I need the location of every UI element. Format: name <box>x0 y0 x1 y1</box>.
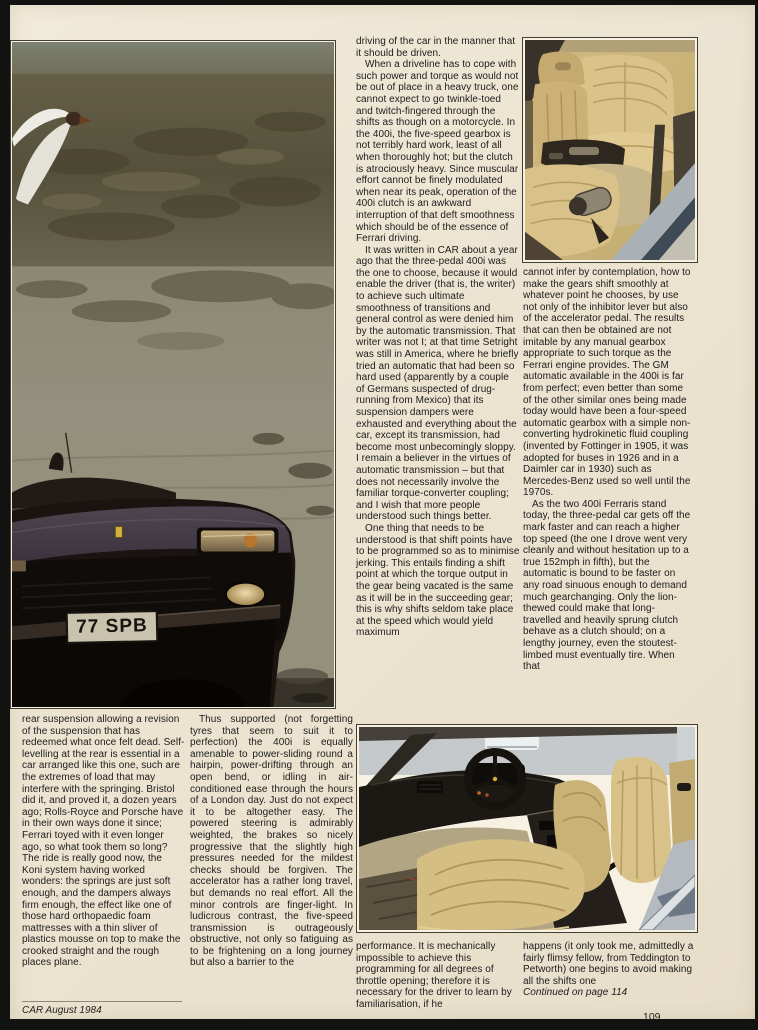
article-column-bottom-left <box>22 714 185 969</box>
article-column-right-lower <box>523 941 697 999</box>
paragraph: driving of the car in the manner that it should be driven. <box>356 36 516 59</box>
ground-shadow <box>276 668 328 684</box>
photo-rear-seats-interior <box>522 37 698 263</box>
scan-edge-left <box>0 0 10 1030</box>
passenger-seat <box>611 757 671 883</box>
paragraph: As the two 400i Ferraris stand today, the three-pedal car gets off the mark faster and can reach a higher top speed (the one I drove went very cleanly and without hesitation up to a true 152mph in fifth), but the automatic is bound to be faster on any road sinuous enough to demand much gearchanging. Only the lion-thewed could make that long-travelled and heavily sprung clutch behave as a clutch should; on a lengthy journey, even the stoutest-limbed must eventually tire. When that <box>523 498 691 673</box>
footer-rule <box>22 1001 182 1002</box>
door-panel <box>669 759 695 851</box>
page-number: 109 <box>643 1011 661 1023</box>
article-column-middle <box>356 36 520 639</box>
paragraph: When a driveline has to cope with such power and torque as would not be out of place in a heavy truck, one cannot expect to go twinkle-toed and twitch-fingered through the shifts as though on a motorcycle. In the 400i, the five-speed gearbox is not terribly hard work, least of all when thoroughly hot; but the clutch is atrociously heavy. Since muscular effort cannot be finely modulated when near its peak, operation of the 400i clutch is an awkward interruption of that deft smoothness which should be of the essence of Ferrari driving. <box>356 59 519 245</box>
magazine-credit: CAR August 1984 <box>22 1005 102 1016</box>
paragraph: rear suspension allowing a revision of the suspension that has redeemed what once felt dead. Self-levelling at the rear is essential in a car arranged like this one, such are the extremes of load that may interfere with the springing. Bristol did it, and proved it, a dozen years ago; Rolls-Royce and Porsche have in their own ways done it since; Ferrari toyed with it even longer ago, so what took them so long? The ride is really good now, the Koni system having worked wonders: the springs are just soft enough, and the dampers always firm enough, the effect like one of those hard orthopaedic foam mattresses with a thin sliver of plastics mousse on top to make the crooked straight and the rough places plane. <box>22 714 185 969</box>
beach-scene <box>12 42 334 707</box>
article-column-bottom-mid <box>190 714 353 969</box>
paragraph: performance. It is mechanically impossible to achieve this programming for all degrees of throttle opening; therefore it is necessary for the driver to learn by familiarisation, if he <box>356 941 512 1010</box>
paragraph: cannot infer by contemplation, how to make the gears shift smoothly at whatever point he chooses, by use not only of the inhibitor lever but also of the accelerator pedal. The results that can then be obtained are not imitable by any manual gearbox appropriate to such torque as the Ferrari engine provides. The GM automatic available in the 400i is far from perfect; even better than some of the other similar ones being made today would have been a four-speed automatic gearbox with a simple non-converting hydrokinetic fluid coupling (invented by Fottinger in 1905, it was adopted for buses in 1926 and in a Daimler car in 1930) such as Mercedes-Benz used so well until the 1970s. <box>523 267 691 499</box>
fog-lamp <box>226 582 266 606</box>
paragraph: Thus supported (not forgetting tyres that seem to suit it to perfection) the 400i is equally amenable to power-sliding round a hairpin, power-drifting through an open bend, or idling in air-conditioned ease through the hours of a London day. Just do not expect it to be altogether easy. The powered steering is admirably weighted, the brakes so nicely progressive that the slightly high pressures needed for the mildest checks should be forgiven. The accelerator has a rather long travel, but demands no real effort. All the minor controls are finger-light. In ludicrous contrast, the five-speed transmission is outrageously obstructive, not only so fatiguing as to be frightening on a long journey but also a barrier to the <box>190 714 353 969</box>
dashboard-scene <box>359 727 695 930</box>
horn-badge <box>493 777 497 781</box>
warning-light-2 <box>485 793 489 797</box>
rear-interior-scene <box>525 40 695 260</box>
license-plate: 77 SPB <box>66 610 159 644</box>
paragraph: It was written in CAR about a year ago that the three-pedal 400i was the one to choose, because it would enable the driver (that is, the writer) to achieve such ultimate smoothness of transitions and general control as were denied him by the automatic transmission. That writer was not I; at that time Setright was still in America, where he briefly tried an automatic that had been so hard used (apparently by a couple of Germans suspected of drug-running from Mexico) that its suspension dampers were exhausted and everything about the car, except its transmission, had become most unbecomingly sloppy. I remain a believer in the virtues of automatic transmission – but that does not necessarily involve the familiar torque-converter coupling; and I wish that more people understood such things better. <box>356 244 519 523</box>
side-indicator <box>12 560 26 571</box>
photo-dashboard-interior <box>356 724 698 933</box>
paragraph: happens (it only took me, admittedly a fairly flimsy fellow, from Teddington to Petworth) one begins to avoid making all the shifts one <box>523 941 694 987</box>
door-handle <box>677 783 691 791</box>
ferrari-badge <box>115 527 122 538</box>
paragraph: One thing that needs to be understood is that shift points have to be programmed so as to minimise jerking. This entails finding a shift point at which the torque output in the gear being vacated is the same as it will be in the succeeding gear; this is why shifts seldom take place at the speed which would yield maximum <box>356 522 520 639</box>
headlamp-lens <box>201 531 275 552</box>
main-photo-ferrari-on-beach <box>10 40 336 709</box>
continued-notice: Continued on page 114 <box>523 987 628 999</box>
article-column-right <box>523 267 693 673</box>
magazine-page <box>10 5 755 1023</box>
article-column-middle-lower <box>356 941 523 1011</box>
air-vent <box>417 781 443 793</box>
